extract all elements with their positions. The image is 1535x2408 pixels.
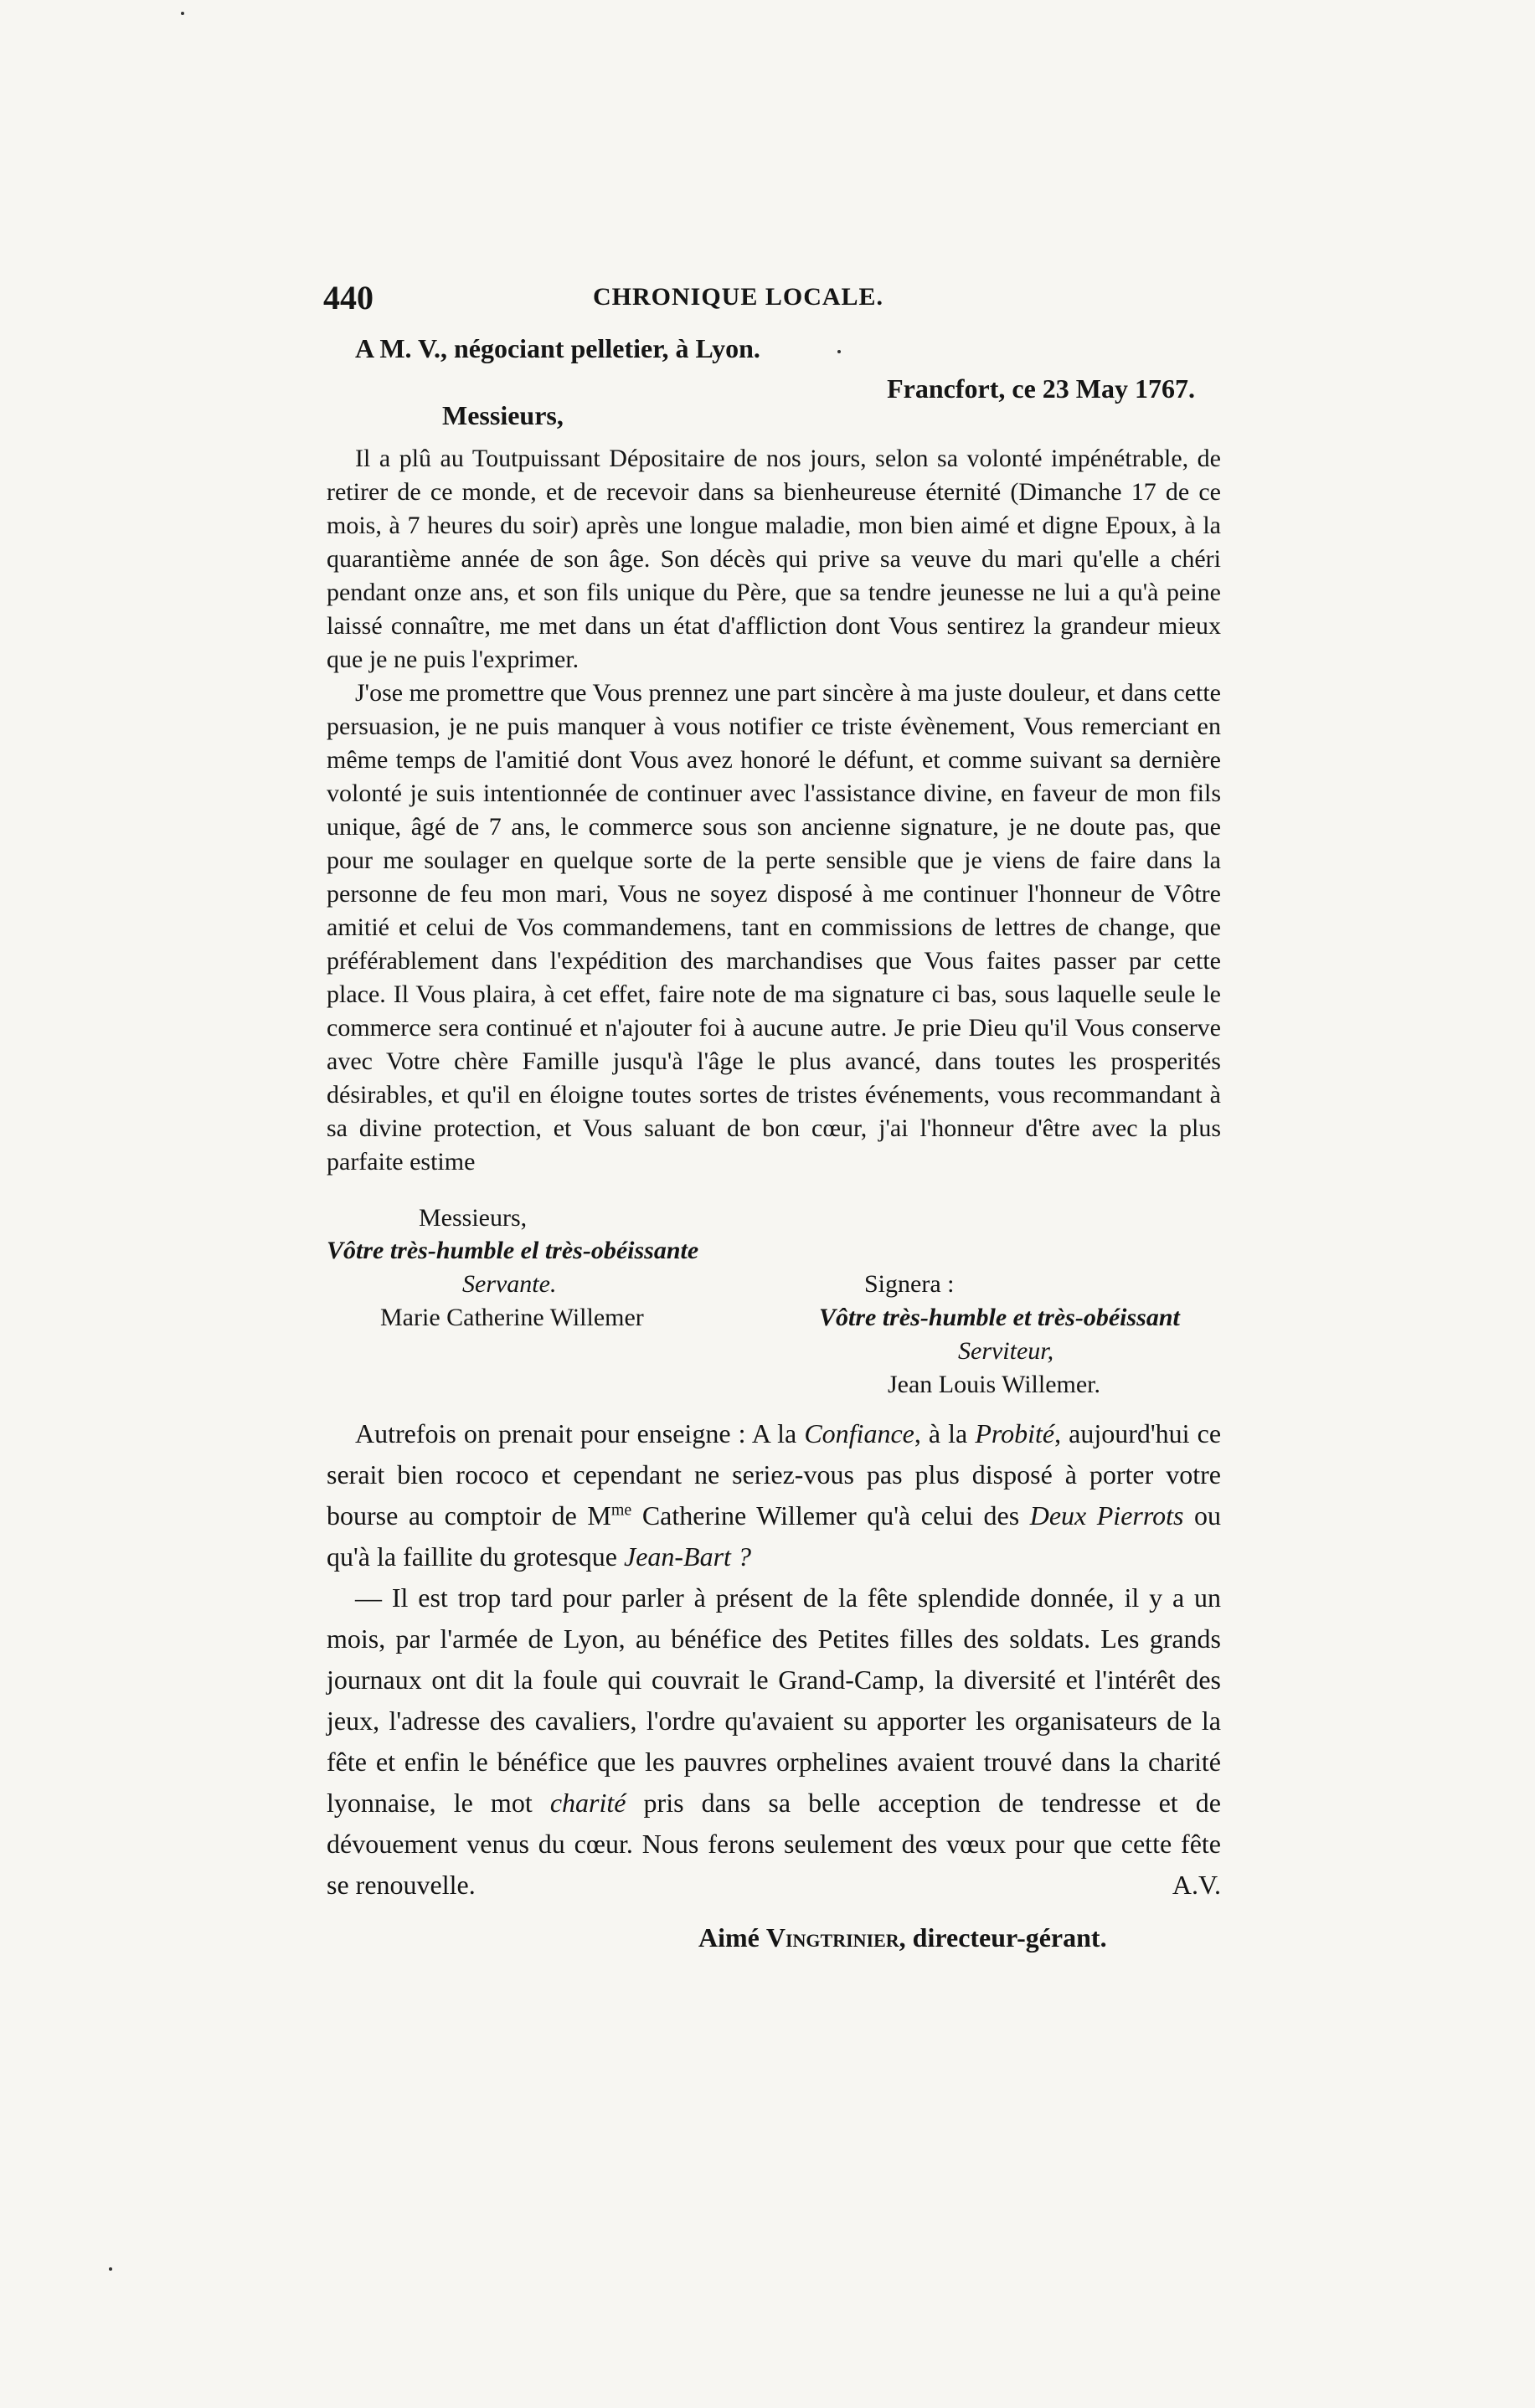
signature-line: Vôtre très-humble et très-obéissant [819,1304,1180,1331]
letter-closing-salutation: Messieurs, [419,1204,528,1232]
signature-line: Serviteur, [958,1337,1054,1365]
author-initials: A.V. [1172,1870,1221,1900]
print-speck [109,2267,112,2271]
text-run: , à la [914,1418,976,1448]
commentary-paragraph [327,1413,1221,1577]
text-run: Autrefois on prenait pour enseigne : A la [355,1418,805,1448]
letter-paragraph: Il a plû au Toutpuissant Dépositaire de nos jours, selon sa volonté impénétrable, de retirer de ce monde, et de recevoir dans sa bienheureuse éternité (Dimanche 17 de ce mois, à 7 heures du soir) après une longue maladie, mon bien aimé et digne Epoux, à la quarantième année de son âge. Son décès qui prive sa veuve du mari qu'elle a chéri pendant onze ans, et son fils unique du Père, que sa tendre jeunesse ne lui a qu'à peine laissé connaître, me met dans un état d'affliction dont Vous sentirez la grandeur mieux que je ne puis l'exprimer. [327,445,1221,673]
letter-body [327,442,1221,1179]
commentary-paragraph [327,1577,1221,1906]
page-header [323,278,1211,320]
superscript: me [610,1500,632,1520]
text-run: , aujourd'hui ce serait bien rococo et cependant ne seriez-vous pas plus disposé à porter votre bourse au comptoir de M [327,1418,1222,1531]
signature-line: Vôtre très-humble el très-obéissante [327,1237,699,1264]
page-number: 440 [323,279,373,316]
signature-widow [327,1234,796,1335]
editor-role: , directeur-gérant. [899,1922,1107,1953]
text-run: — Il est trop tard pour parler à présent de la fête splendide donnée, il y a un mois, par l'armée de Lyon, au bénéfice des Petites filles des soldats. Les grands journaux ont dit la foule qui couvrait le Grand-Camp, la diversité et l'intérêt des jeux, l'adresse des cavaliers, l'ordre qu'avaient su apporter les organisateurs de la fête et enfin le bénéfice que les pauvres orphelines avaient trouvé dans la charité lyonnaise, le mot [327,1582,1221,1818]
signature-name: Marie Catherine Willemer [380,1304,644,1331]
signature-name: Jean Louis Willemer. [888,1371,1101,1398]
italic-run: Jean-Bart ? [623,1541,751,1572]
print-speck [181,12,184,15]
print-speck [837,350,841,353]
italic-run: Confiance [804,1418,914,1448]
letter-addressee: A M. V., négociant pelletier, à Lyon. [355,333,760,363]
editor-first-name: Aimé [698,1922,766,1953]
signature-line: Servante. [462,1270,557,1298]
text-run: Catherine Willemer qu'à celui des [631,1500,1030,1531]
letter-salutation: Messieurs, [442,400,564,430]
running-title: CHRONIQUE LOCALE. [593,283,884,311]
italic-run: Probité [975,1418,1055,1448]
editor-last-name: Vingtrinier [765,1922,899,1953]
text-run: ou qu'à la faillite du grotesque [327,1500,1222,1572]
signature-line: Signera : [864,1270,955,1298]
italic-run: Deux Pierrots [1029,1500,1184,1531]
letter-place-date: Francfort, ce 23 May 1767. [887,373,1195,404]
signature-son [819,1268,1238,1402]
letter-paragraph: J'ose me promettre que Vous prennez une part sincère à ma juste douleur, et dans cette persuasion, je ne puis manquer à vous notifier ce triste évènement, Vous remerciant en même temps de l'amitié dont Vous avez honoré le défunt, et comme suivant sa dernière volonté je suis intentionnée de continuer avec l'assistance divine, en faveur de mon fils unique, âgé de 7 ans, le commerce sous son ancienne signature, je ne doute pas, que pour me soulager en quelque sorte de la perte sensible que je viens de faire dans la personne de feu mon mari, Vous ne soyez disposé à me continuer l'honneur de Vôtre amitié et celui de Vos commandemens, tant en commissions de lettres de change, que préférablement dans l'expédition des marchandises que Vous faites passer par cette place. Il Vous plaira, à cet effet, faire note de ma signature ci bas, sous laquelle seule le commerce sera continué et n'ajouter foi à aucune autre. Je prie Dieu qu'il Vous conserve avec Votre chère Famille jusqu'à l'âge le plus avancé, dans toutes les prosperités désirables, et qu'il en éloigne toutes sortes de tristes événements, vous recommandant à sa divine protection, et Vous saluant de bon cœur, j'ai l'honneur d'être avec la plus parfaite estime [327,679,1221,1176]
commentary [327,1413,1221,1906]
italic-run: charité [549,1788,626,1818]
editor-signature [698,1922,1107,1953]
text-run: pris dans sa belle acception de tendresse et de dévouement venus du cœur. Nous ferons seulement des vœux pour que cette fête se renouvelle. [327,1788,1221,1900]
